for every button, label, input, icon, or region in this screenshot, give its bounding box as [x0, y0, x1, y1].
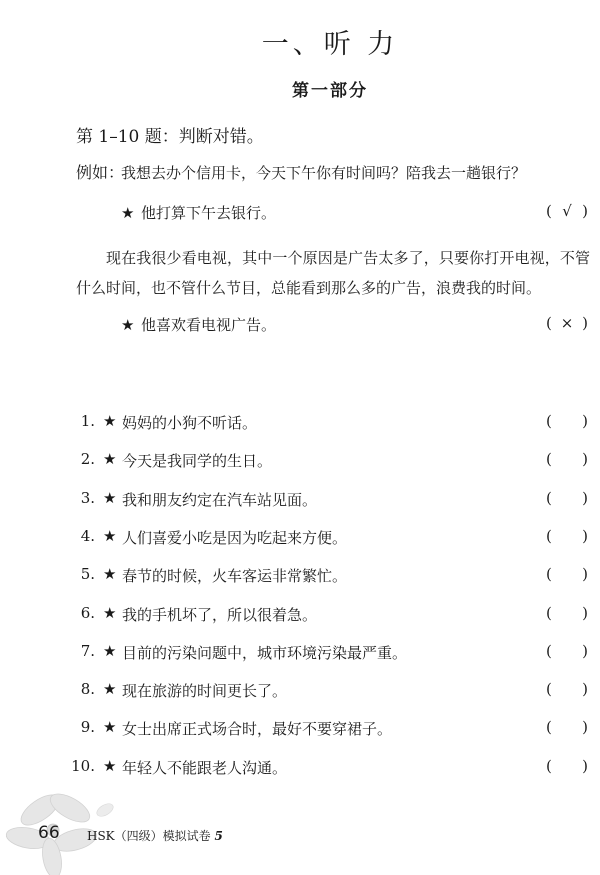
star-icon: ★ — [103, 412, 117, 430]
star-icon: ★ — [103, 641, 117, 660]
question-text: 我的手机坏了，所以很着急。 — [122, 605, 318, 624]
question-row — [0, 718, 600, 742]
section-title: 一、听 力 — [261, 29, 399, 60]
question-row — [0, 680, 600, 704]
question-number: 6. — [80, 603, 95, 622]
star-icon: ★ — [121, 204, 135, 222]
question-number: 7. — [80, 641, 95, 660]
example-statement-1: ★ 他打算下午去银行。 — [121, 204, 277, 222]
answer-blank[interactable]: ( ) — [546, 412, 588, 430]
question-number: 4. — [80, 526, 95, 545]
question-text: 现在旅游的时间更长了。 — [122, 682, 288, 701]
question-number: 9. — [80, 718, 95, 737]
star-icon: ★ — [103, 526, 117, 545]
example-statement-2: ★ 他喜欢看电视广告。 — [121, 316, 277, 334]
footer-book-title: HSK（四级）模拟试卷 5 — [87, 829, 223, 843]
question-row — [0, 565, 600, 589]
question-text: 女士出席正式场合时，最好不要穿裙子。 — [122, 720, 393, 739]
question-number: 3. — [80, 488, 95, 507]
question-number: 2. — [80, 450, 95, 469]
question-text: 目前的污染问题中，城市环境污染最严重。 — [122, 643, 408, 662]
page-number: 66 — [38, 823, 60, 843]
question-number: 8. — [80, 680, 95, 699]
answer-blank[interactable]: ( ) — [546, 450, 588, 469]
star-icon: ★ — [121, 316, 135, 334]
answer-blank[interactable]: ( ) — [546, 718, 588, 737]
answer-blank[interactable]: ( ) — [546, 641, 588, 660]
answer-blank[interactable]: ( ) — [546, 680, 588, 699]
question-text: 春节的时候，火车客运非常繁忙。 — [122, 567, 348, 586]
star-icon: ★ — [103, 565, 117, 584]
cross-mark-icon: × — [560, 314, 574, 332]
star-icon: ★ — [103, 450, 117, 469]
example-text: 我想去办个信用卡，今天下午你有时间吗？陪我去一趟银行？ — [121, 164, 527, 182]
instruction-text: 第 1–10 题：判断对错。 — [76, 127, 264, 147]
answer-blank[interactable]: ( ) — [546, 526, 588, 545]
example-answer-2: ( × ) — [546, 314, 588, 332]
question-row — [0, 412, 600, 436]
question-number: 10. — [71, 756, 95, 775]
question-row — [0, 642, 600, 666]
question-row — [0, 604, 600, 628]
question-number: 1. — [80, 412, 95, 430]
question-text: 今天是我同学的生日。 — [122, 452, 273, 471]
question-row — [0, 450, 600, 474]
answer-blank[interactable]: ( ) — [546, 756, 588, 775]
question-row — [0, 527, 600, 551]
check-mark-icon: √ — [562, 202, 572, 220]
star-icon: ★ — [103, 756, 117, 775]
star-icon: ★ — [103, 718, 117, 737]
question-text: 年轻人不能跟老人沟通。 — [122, 758, 288, 777]
question-number: 5. — [80, 565, 95, 584]
question-text: 人们喜爱小吃是因为吃起来方便。 — [122, 528, 348, 547]
question-row — [0, 489, 600, 513]
star-icon: ★ — [103, 603, 117, 622]
question-row — [0, 757, 600, 781]
part-title: 第一部分 — [292, 81, 368, 101]
example-answer-1: ( √ ) — [546, 202, 588, 220]
star-icon: ★ — [103, 680, 117, 699]
answer-blank[interactable]: ( ) — [546, 565, 588, 584]
example-prefix: 例如： — [76, 163, 125, 182]
star-icon: ★ — [103, 488, 117, 507]
question-text: 我和朋友约定在汽车站见面。 — [122, 490, 318, 509]
answer-blank[interactable]: ( ) — [546, 488, 588, 507]
answer-blank[interactable]: ( ) — [546, 603, 588, 622]
question-text: 妈妈的小狗不听话。 — [122, 414, 258, 432]
example-paragraph: 现在我很少看电视，其中一个原因是广告太多了，只要你打开电视，不管什么时间，也不管什么节目，总能看到那么多的广告，浪费我的时间。 — [76, 249, 590, 297]
